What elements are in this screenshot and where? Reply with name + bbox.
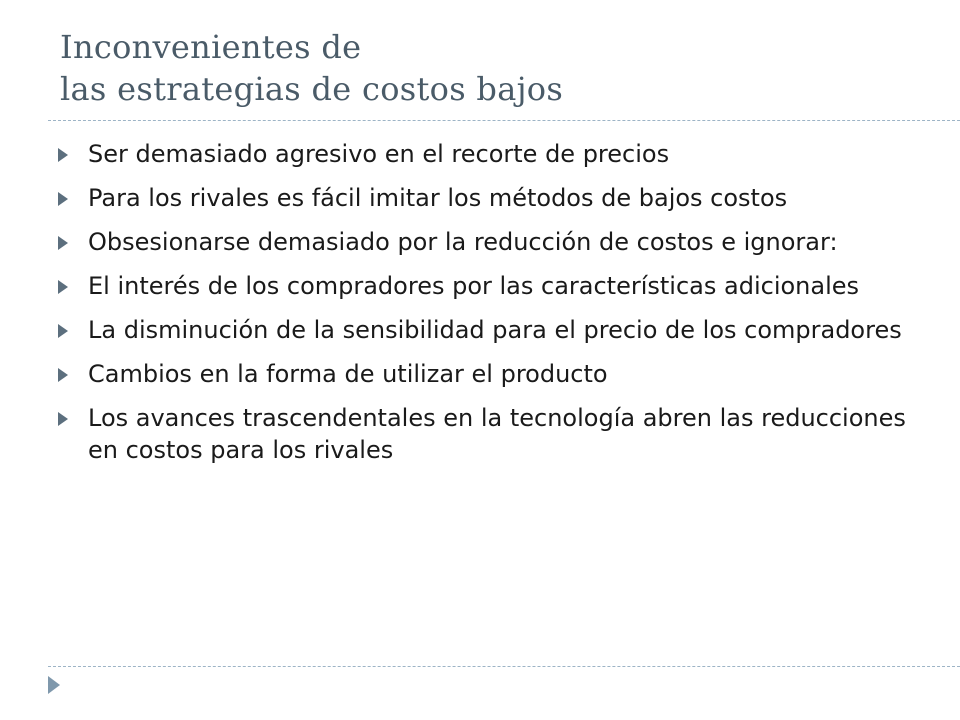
triangle-right-icon	[58, 148, 68, 162]
bullet-text: La disminución de la sensibilidad para el precio de los compradores	[88, 316, 902, 344]
bullet-text: Ser demasiado agresivo en el recorte de precios	[88, 140, 670, 168]
corner-triangle-icon	[48, 676, 60, 694]
slide-title	[60, 26, 920, 110]
bullet-text: El interés de los compradores por las características adicionales	[88, 272, 860, 300]
slide-title-line-2: las estrategias de costos bajos	[60, 70, 564, 108]
triangle-right-icon	[58, 324, 68, 338]
slide-title-line-1: Inconvenientes de	[60, 28, 362, 66]
bullet-text: Obsesionarse demasiado por la reducción de costos e ignorar:	[88, 228, 838, 256]
title-divider	[48, 120, 960, 121]
bullet-item	[58, 314, 918, 346]
bullet-text: Los avances trascendentales en la tecnología abren las reducciones en costos para los rivales	[88, 404, 906, 464]
triangle-right-icon	[58, 368, 68, 382]
bullet-item	[58, 402, 918, 466]
bullet-item	[58, 182, 918, 214]
triangle-right-icon	[58, 412, 68, 426]
bullet-item	[58, 138, 918, 170]
triangle-right-icon	[58, 236, 68, 250]
bullet-text: Para los rivales es fácil imitar los métodos de bajos costos	[88, 184, 788, 212]
bullet-text: Cambios en la forma de utilizar el producto	[88, 360, 608, 388]
bullet-item	[58, 358, 918, 390]
triangle-right-icon	[58, 280, 68, 294]
bullet-item	[58, 270, 918, 302]
triangle-right-icon	[58, 192, 68, 206]
bullet-item	[58, 226, 918, 258]
bullet-list	[58, 138, 918, 478]
footer-divider	[48, 666, 960, 667]
